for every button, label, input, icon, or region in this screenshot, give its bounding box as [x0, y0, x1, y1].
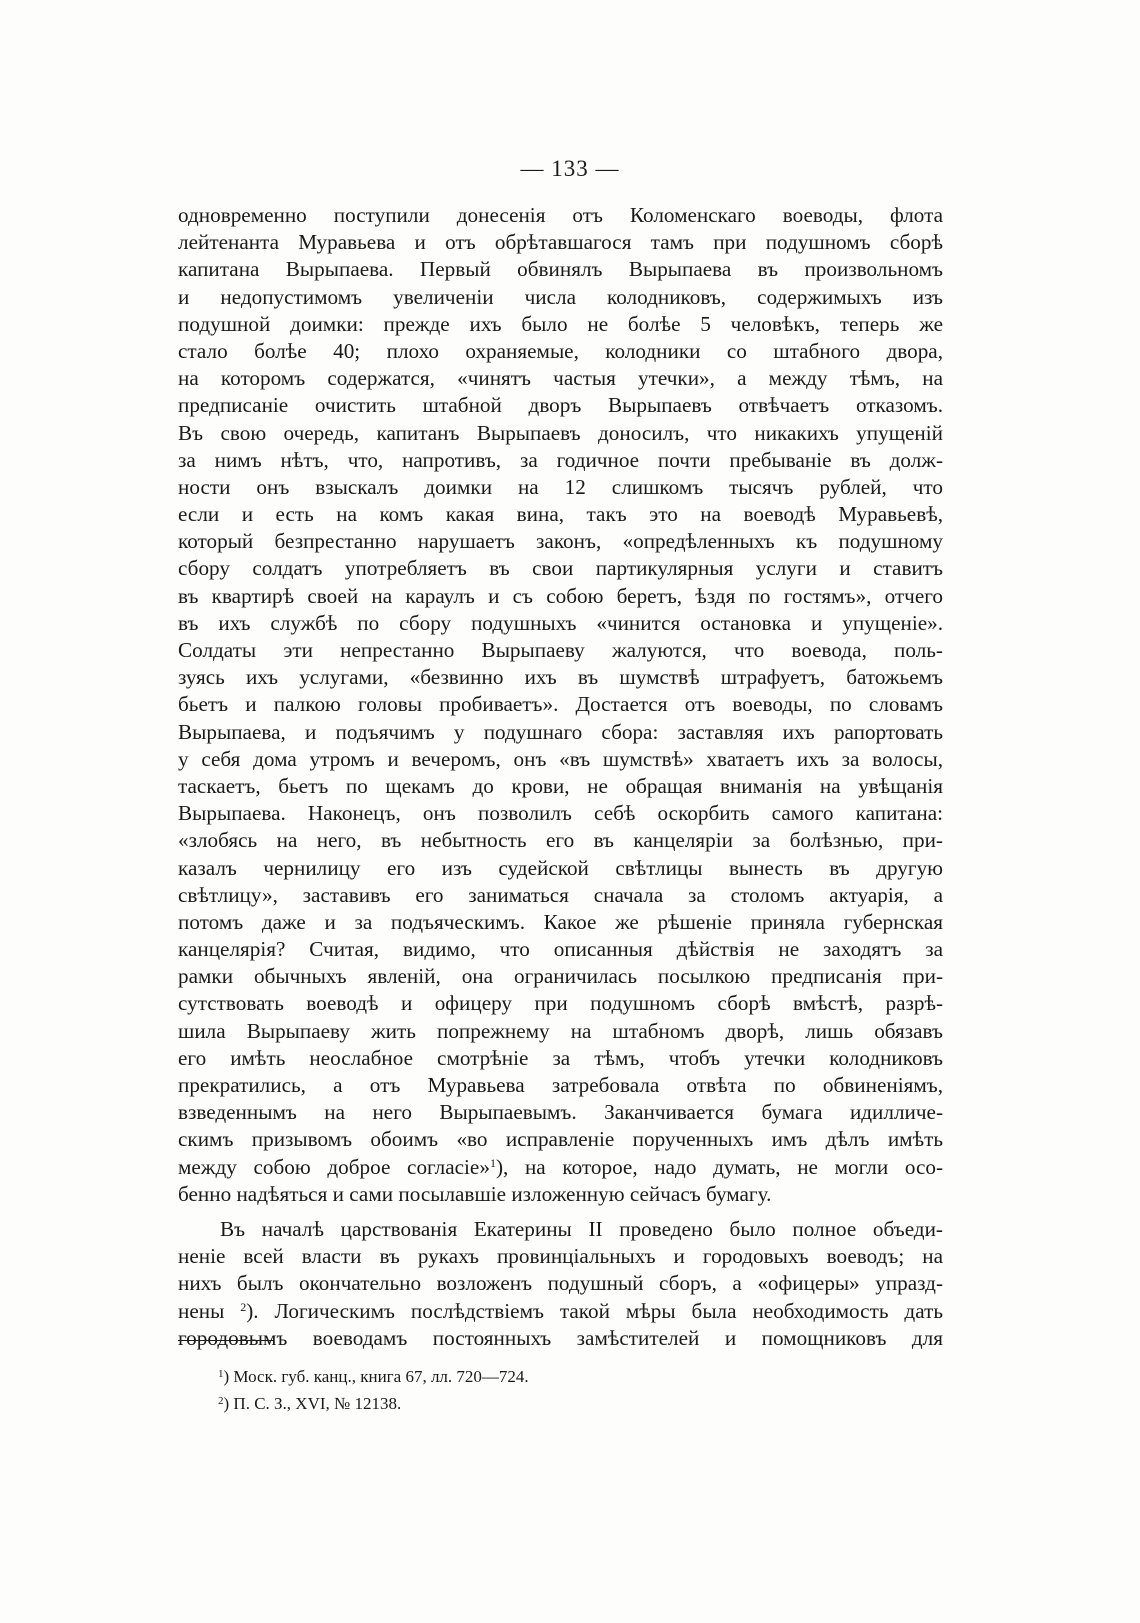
page-number: — 133 —	[520, 156, 620, 181]
text-line: зуясь ихъ услугами, «безвинно ихъ въ шумствѣ штрафуетъ, батожьемъ	[178, 665, 943, 690]
text-line: Солдаты эти непрестанно Вырыпаеву жалуются, что воевода, поль-	[178, 638, 943, 662]
paragraph-2	[178, 1216, 943, 1352]
text-line: Въ началѣ царствованія Екатерины II проведено было полное объеди-	[220, 1216, 943, 1241]
text-line: прекратились, а отъ Муравьева затребовала отвѣта по обвиненіямъ,	[178, 1073, 943, 1097]
text-run: ). Логическимъ послѣдствіемъ такой мѣры была необходимость дать	[246, 1298, 943, 1323]
text-line: стало болѣе 40; плохо охраняемые, колодники со штабного двора,	[178, 338, 943, 363]
text-line: сутствовать воеводѣ и офицеру при подушномъ сборѣ вмѣстѣ, разрѣ-	[178, 991, 943, 1016]
paragraph-1	[178, 202, 943, 1208]
text-line: его имѣть неослабное смотрѣніе за тѣмъ, чтобъ утечки колодниковъ	[178, 1045, 943, 1070]
footnote-text: ) П. С. З., XVI, № 12138.	[223, 1394, 402, 1413]
paragraph-gap	[178, 1208, 943, 1216]
text-line: скимъ призывомъ обоимъ «во исправленіе порученныхъ имъ дѣлъ имѣть	[178, 1127, 943, 1152]
text-line: если и есть на комъ какая вина, такъ это на воеводѣ Муравьевѣ,	[178, 502, 943, 527]
text-line: капитана Вырыпаева. Первый обвинялъ Вырыпаева въ произвольномъ	[178, 257, 943, 282]
text-line: рамки обычныхъ явленій, она ограничилась посылкою предписанія при-	[178, 964, 943, 989]
footnote-mark: 2	[218, 1395, 224, 1407]
text-line: который безпрестанно нарушаетъ законъ, «опредѣленныхъ къ подушному	[178, 529, 943, 554]
text-line: взведеннымъ на него Вырыпаевымъ. Заканчивается бумага идилличе-	[178, 1100, 943, 1125]
body-text	[178, 202, 943, 1352]
text-run: ), на которое, надо думать, не могли осо-	[495, 1154, 944, 1179]
text-line: Въ свою очередь, капитанъ Вырыпаевъ доносилъ, что никакихъ упущеній	[178, 420, 943, 445]
text-line: бенно надѣяться и сами посылавшіе изложенную сейчасъ бумагу.	[178, 1181, 772, 1206]
text-line	[178, 1154, 943, 1181]
text-line: нихъ былъ окончательно возложенъ подушный сборъ, а «офицеры» упразд-	[178, 1271, 943, 1296]
text-line: подушной доимки: прежде ихъ было не болѣе 5 человѣкъ, теперь же	[178, 311, 943, 336]
text-line: сбору солдатъ употребляетъ въ свои партикулярныя услуги и ставитъ	[178, 556, 943, 581]
text-line: на которомъ содержатся, «чинятъ частыя утечки», а между тѣмъ, на	[178, 366, 943, 391]
text-line: городовымъ воеводамъ постоянныхъ замѣстителей и помощниковъ для	[178, 1325, 943, 1350]
text-line: въ ихъ службѣ по сбору подушныхъ «чинится остановка и упущеніе».	[178, 610, 943, 635]
footnote-reference-2: 2	[240, 1299, 247, 1314]
text-line: лейтенанта Муравьева и отъ обрѣтавшагося тамъ при подушномъ сборѣ	[178, 230, 943, 255]
text-line: таскаетъ, бьетъ по щекамъ до крови, не обращая вниманія на увѣщанія	[178, 773, 943, 798]
footnote-mark: 1	[218, 1368, 224, 1380]
footnote-reference-1: 1	[489, 1155, 496, 1170]
text-line: казалъ чернилицу его изъ судейской свѣтлицы вынесть въ другую	[178, 855, 943, 880]
text-run: между собою доброе согласіе»	[178, 1154, 490, 1179]
text-line: за нимъ нѣтъ, что, напротивъ, за годичное почти пребываніе въ долж-	[178, 447, 943, 472]
text-run: нены	[178, 1298, 241, 1323]
text-line: неніе всей власти въ рукахъ провинціальныхъ и городовыхъ воеводъ; на	[178, 1244, 943, 1269]
text-line: шила Вырыпаеву жить попрежнему на штабномъ дворѣ, лишь обязавъ	[178, 1018, 943, 1043]
text-line: предписаніе очистить штабной дворъ Вырыпаевъ отвѣчаетъ отказомъ.	[178, 393, 943, 418]
text-line: Вырыпаева, и подъячимъ у подушнаго сбора: заставляя ихъ рапортовать	[178, 719, 943, 744]
footnote-divider	[178, 1340, 274, 1341]
text-line: у себя дома утромъ и вечеромъ, онъ «въ шумствѣ» хватаетъ ихъ за волосы,	[178, 746, 943, 771]
footnote-text: ) Моск. губ. канц., книга 67, лл. 720—724.	[223, 1367, 529, 1386]
text-line: «злобясь на него, въ небытность его въ канцеляріи за болѣзнью, при-	[178, 828, 943, 853]
text-line: бьетъ и палкою головы пробиваетъ». Достается отъ воеводы, по словамъ	[178, 692, 943, 717]
text-line: свѣтлицу», заставивъ его заниматься сначала за столомъ актуарія, а	[178, 882, 943, 907]
text-line: Вырыпаева. Наконецъ, онъ позволилъ себѣ оскорбить самого капитана:	[178, 801, 943, 826]
footnote-1	[218, 1362, 918, 1389]
footnote-2	[218, 1389, 918, 1416]
text-line: въ квартирѣ своей на караулъ и съ собою беретъ, ѣздя по гостямъ», отчего	[178, 583, 943, 608]
text-line: потомъ даже и за подъяческимъ. Какое же рѣшеніе приняла губернская	[178, 909, 943, 934]
text-line: ности онъ взыскалъ доимки на 12 слишкомъ тысячъ рублей, что	[178, 474, 943, 499]
text-line: и недопустимомъ увеличеніи числа колодниковъ, содержимыхъ изъ	[178, 284, 943, 309]
text-line: канцелярія? Считая, видимо, что описанныя дѣйствія не заходятъ за	[178, 937, 943, 962]
footnotes	[218, 1362, 918, 1416]
text-line	[178, 1298, 943, 1325]
text-line: одновременно поступили донесенія отъ Коломенскаго воеводы, флота	[178, 203, 943, 227]
